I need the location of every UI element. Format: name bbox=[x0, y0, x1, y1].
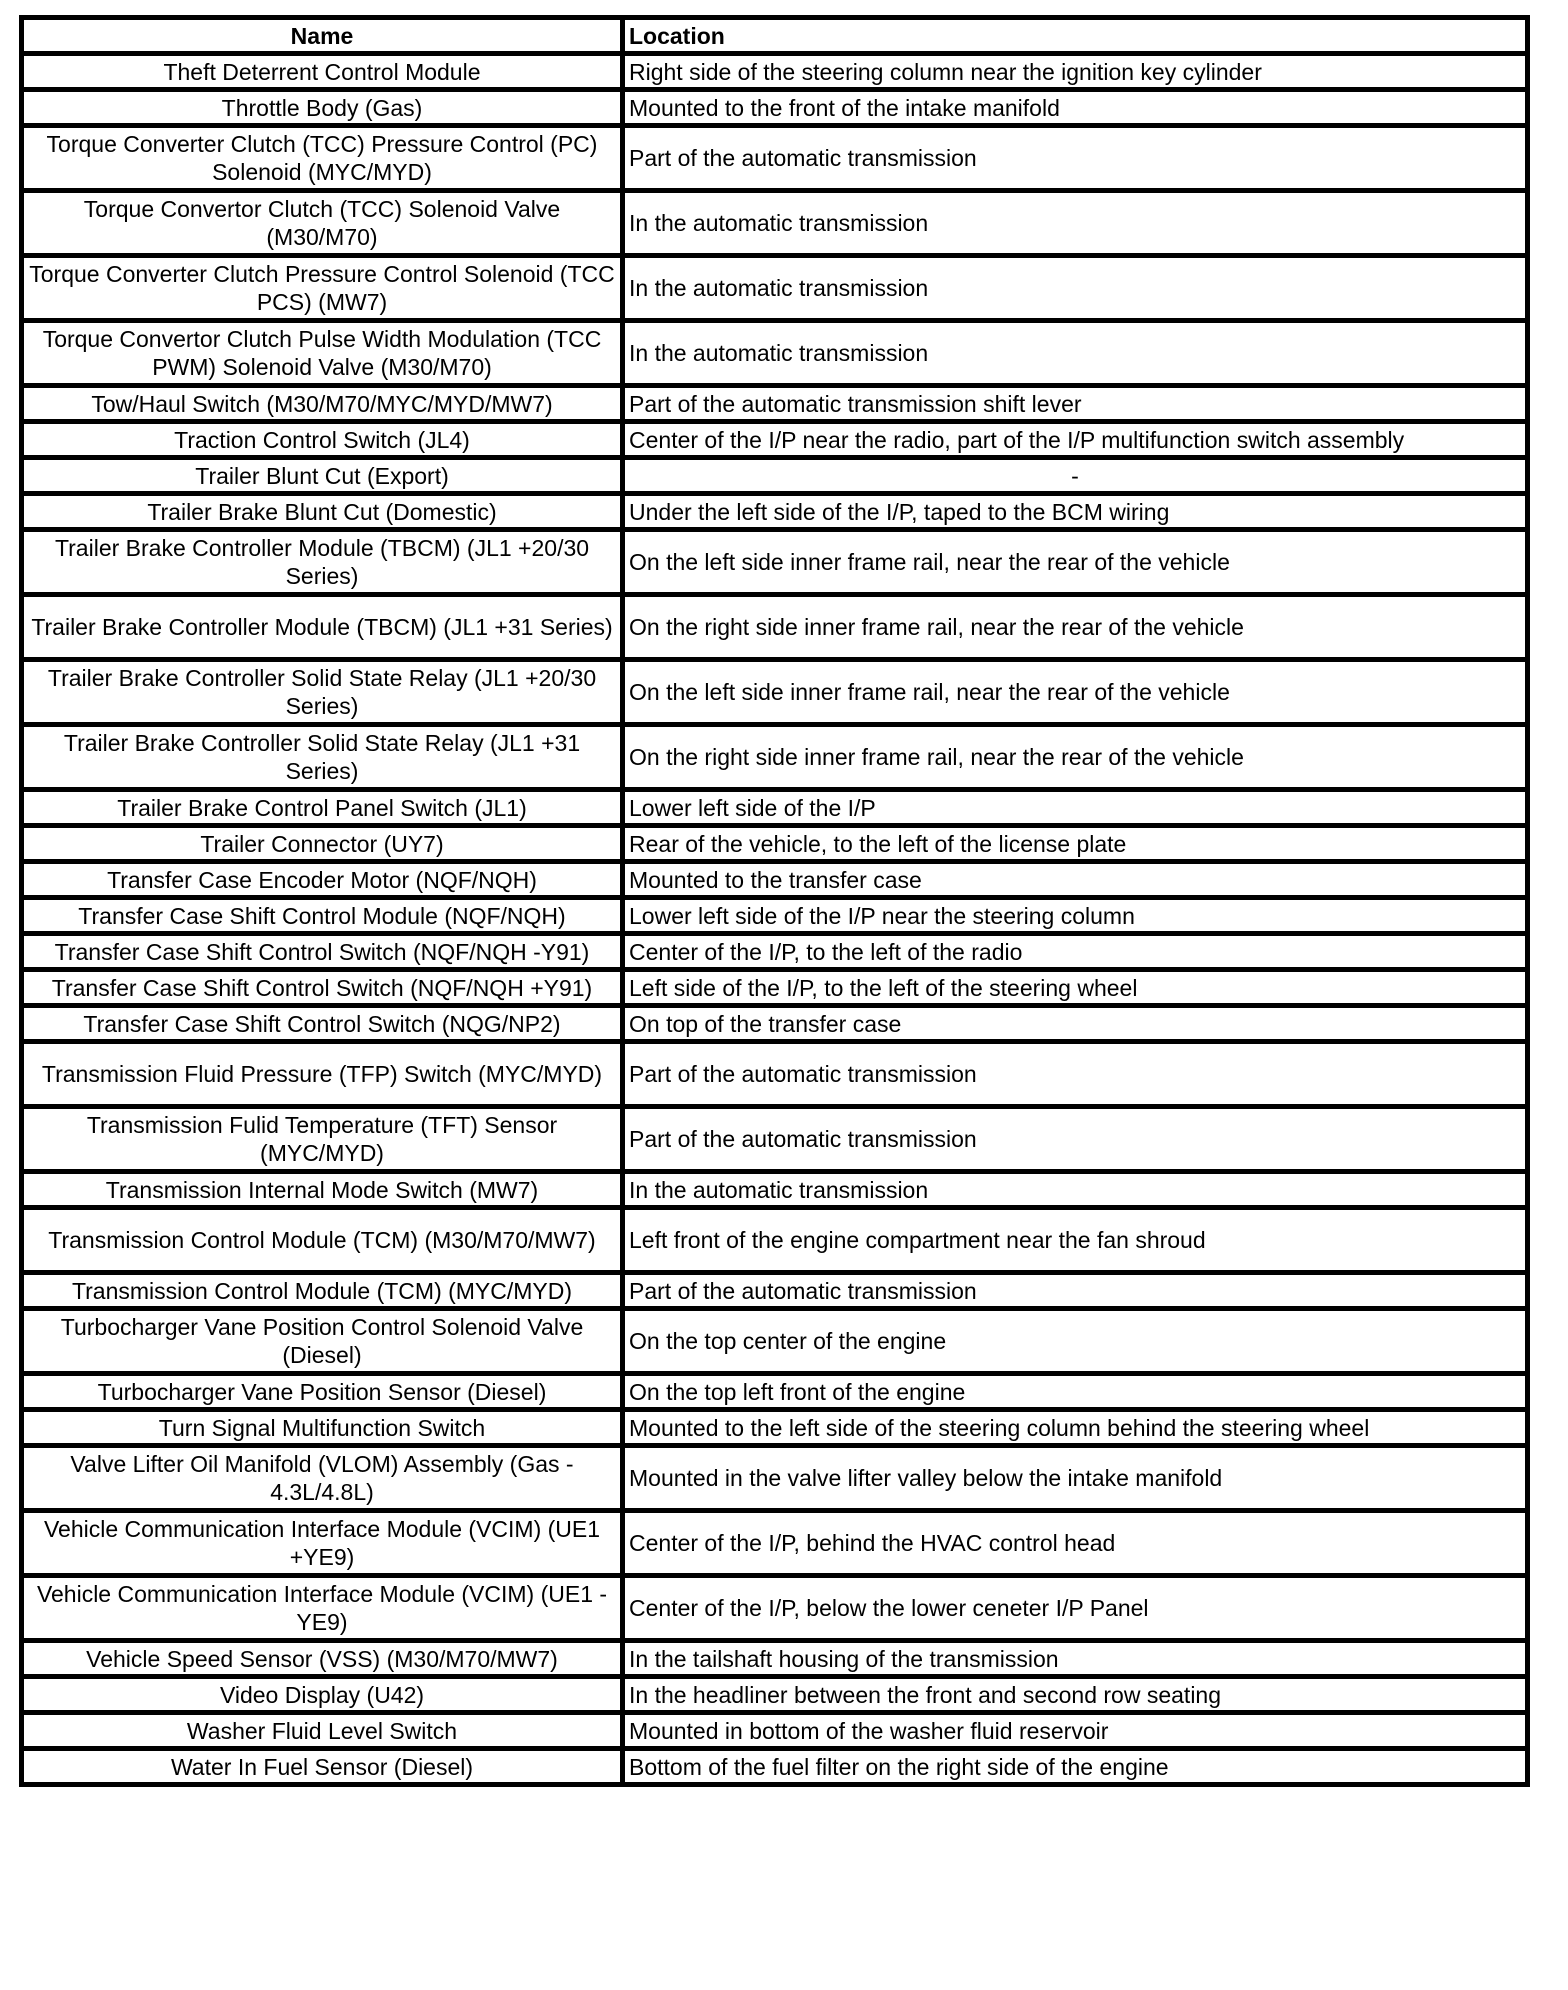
cell-location: In the automatic transmission bbox=[623, 1172, 1528, 1208]
cell-name: Transfer Case Shift Control Switch (NQF/NQH -Y91) bbox=[22, 934, 623, 970]
cell-name: Theft Deterrent Control Module bbox=[22, 54, 623, 90]
cell-location: Mounted in bottom of the washer fluid reservoir bbox=[623, 1713, 1528, 1749]
table-row bbox=[22, 826, 1528, 862]
cell-location: On the left side inner frame rail, near the rear of the vehicle bbox=[623, 660, 1528, 725]
table-row bbox=[22, 1749, 1528, 1785]
table-row bbox=[22, 1208, 1528, 1273]
table-row bbox=[22, 1042, 1528, 1107]
cell-location: In the headliner between the front and second row seating bbox=[623, 1677, 1528, 1713]
cell-location: On the right side inner frame rail, near the rear of the vehicle bbox=[623, 725, 1528, 790]
cell-location: Bottom of the fuel filter on the right side of the engine bbox=[623, 1749, 1528, 1785]
table-row bbox=[22, 90, 1528, 126]
table-row bbox=[22, 458, 1528, 494]
cell-location: On top of the transfer case bbox=[623, 1006, 1528, 1042]
cell-name: Water In Fuel Sensor (Diesel) bbox=[22, 1749, 623, 1785]
table-body bbox=[22, 54, 1528, 1785]
cell-location: Rear of the vehicle, to the left of the license plate bbox=[623, 826, 1528, 862]
table-row bbox=[22, 1713, 1528, 1749]
cell-location: On the top left front of the engine bbox=[623, 1374, 1528, 1410]
header-row bbox=[22, 18, 1528, 54]
cell-name: Tow/Haul Switch (M30/M70/MYC/MYD/MW7) bbox=[22, 386, 623, 422]
cell-name: Traction Control Switch (JL4) bbox=[22, 422, 623, 458]
cell-location: Center of the I/P, to the left of the radio bbox=[623, 934, 1528, 970]
cell-location: Part of the automatic transmission bbox=[623, 126, 1528, 191]
cell-name: Trailer Brake Controller Solid State Relay (JL1 +20/30 Series) bbox=[22, 660, 623, 725]
cell-name: Transfer Case Shift Control Switch (NQG/NP2) bbox=[22, 1006, 623, 1042]
table-row bbox=[22, 660, 1528, 725]
cell-name: Torque Convertor Clutch (TCC) Solenoid Valve (M30/M70) bbox=[22, 191, 623, 256]
table-row bbox=[22, 1107, 1528, 1172]
cell-location: Part of the automatic transmission bbox=[623, 1042, 1528, 1107]
cell-name: Transmission Internal Mode Switch (MW7) bbox=[22, 1172, 623, 1208]
table-row bbox=[22, 494, 1528, 530]
cell-location: - bbox=[623, 458, 1528, 494]
cell-location: Mounted to the transfer case bbox=[623, 862, 1528, 898]
table-row bbox=[22, 1511, 1528, 1576]
cell-location: Center of the I/P, behind the HVAC control head bbox=[623, 1511, 1528, 1576]
cell-name: Video Display (U42) bbox=[22, 1677, 623, 1713]
cell-location: In the tailshaft housing of the transmission bbox=[623, 1641, 1528, 1677]
cell-location: Center of the I/P near the radio, part of the I/P multifunction switch assembly bbox=[623, 422, 1528, 458]
cell-location: Part of the automatic transmission bbox=[623, 1107, 1528, 1172]
cell-location: Part of the automatic transmission shift lever bbox=[623, 386, 1528, 422]
cell-name: Washer Fluid Level Switch bbox=[22, 1713, 623, 1749]
cell-name: Trailer Brake Controller Module (TBCM) (JL1 +31 Series) bbox=[22, 595, 623, 660]
table-row bbox=[22, 1410, 1528, 1446]
cell-name: Trailer Connector (UY7) bbox=[22, 826, 623, 862]
table-row bbox=[22, 1273, 1528, 1309]
cell-name: Vehicle Communication Interface Module (VCIM) (UE1 +YE9) bbox=[22, 1511, 623, 1576]
cell-name: Transfer Case Shift Control Switch (NQF/NQH +Y91) bbox=[22, 970, 623, 1006]
table-row bbox=[22, 1309, 1528, 1374]
cell-location: Left front of the engine compartment near the fan shroud bbox=[623, 1208, 1528, 1273]
cell-name: Trailer Brake Controller Solid State Relay (JL1 +31 Series) bbox=[22, 725, 623, 790]
cell-location: Under the left side of the I/P, taped to the BCM wiring bbox=[623, 494, 1528, 530]
table-row bbox=[22, 1641, 1528, 1677]
cell-location: In the automatic transmission bbox=[623, 191, 1528, 256]
cell-name: Throttle Body (Gas) bbox=[22, 90, 623, 126]
cell-name: Trailer Brake Controller Module (TBCM) (JL1 +20/30 Series) bbox=[22, 530, 623, 595]
table-row bbox=[22, 862, 1528, 898]
table-row bbox=[22, 725, 1528, 790]
cell-location: In the automatic transmission bbox=[623, 256, 1528, 321]
table-row bbox=[22, 530, 1528, 595]
table-row bbox=[22, 422, 1528, 458]
column-header-location: Location bbox=[623, 18, 1528, 54]
cell-name: Transfer Case Encoder Motor (NQF/NQH) bbox=[22, 862, 623, 898]
cell-location: Part of the automatic transmission bbox=[623, 1273, 1528, 1309]
table-row bbox=[22, 256, 1528, 321]
table-row bbox=[22, 934, 1528, 970]
column-header-name: Name bbox=[22, 18, 623, 54]
cell-location: Lower left side of the I/P near the steering column bbox=[623, 898, 1528, 934]
cell-name: Vehicle Communication Interface Module (VCIM) (UE1 -YE9) bbox=[22, 1576, 623, 1641]
cell-name: Transmission Fluid Pressure (TFP) Switch (MYC/MYD) bbox=[22, 1042, 623, 1107]
table-row bbox=[22, 1006, 1528, 1042]
table-row bbox=[22, 1446, 1528, 1511]
table-row bbox=[22, 191, 1528, 256]
cell-location: Mounted in the valve lifter valley below the intake manifold bbox=[623, 1446, 1528, 1511]
cell-name: Transmission Control Module (TCM) (MYC/MYD) bbox=[22, 1273, 623, 1309]
table-row bbox=[22, 1576, 1528, 1641]
cell-location: On the right side inner frame rail, near the rear of the vehicle bbox=[623, 595, 1528, 660]
table-row bbox=[22, 386, 1528, 422]
cell-name: Transmission Control Module (TCM) (M30/M70/MW7) bbox=[22, 1208, 623, 1273]
cell-location: Right side of the steering column near the ignition key cylinder bbox=[623, 54, 1528, 90]
cell-location: Mounted to the left side of the steering column behind the steering wheel bbox=[623, 1410, 1528, 1446]
cell-name: Turbocharger Vane Position Sensor (Diesel) bbox=[22, 1374, 623, 1410]
cell-location: Lower left side of the I/P bbox=[623, 790, 1528, 826]
table-row bbox=[22, 1374, 1528, 1410]
table-row bbox=[22, 54, 1528, 90]
cell-location: On the top center of the engine bbox=[623, 1309, 1528, 1374]
cell-name: Torque Convertor Clutch Pulse Width Modulation (TCC PWM) Solenoid Valve (M30/M70) bbox=[22, 321, 623, 386]
table-row bbox=[22, 970, 1528, 1006]
cell-name: Torque Converter Clutch (TCC) Pressure Control (PC) Solenoid (MYC/MYD) bbox=[22, 126, 623, 191]
cell-name: Trailer Blunt Cut (Export) bbox=[22, 458, 623, 494]
cell-name: Transfer Case Shift Control Module (NQF/NQH) bbox=[22, 898, 623, 934]
table-row bbox=[22, 1677, 1528, 1713]
cell-name: Transmission Fulid Temperature (TFT) Sensor (MYC/MYD) bbox=[22, 1107, 623, 1172]
cell-location: Center of the I/P, below the lower ceneter I/P Panel bbox=[623, 1576, 1528, 1641]
cell-location: Mounted to the front of the intake manifold bbox=[623, 90, 1528, 126]
table-row bbox=[22, 790, 1528, 826]
table-row bbox=[22, 1172, 1528, 1208]
cell-name: Torque Converter Clutch Pressure Control Solenoid (TCC PCS) (MW7) bbox=[22, 256, 623, 321]
table-row bbox=[22, 321, 1528, 386]
cell-name: Trailer Brake Blunt Cut (Domestic) bbox=[22, 494, 623, 530]
cell-name: Valve Lifter Oil Manifold (VLOM) Assembly (Gas - 4.3L/4.8L) bbox=[22, 1446, 623, 1511]
cell-name: Vehicle Speed Sensor (VSS) (M30/M70/MW7) bbox=[22, 1641, 623, 1677]
cell-location: On the left side inner frame rail, near the rear of the vehicle bbox=[623, 530, 1528, 595]
cell-location: Left side of the I/P, to the left of the steering wheel bbox=[623, 970, 1528, 1006]
table-row bbox=[22, 126, 1528, 191]
cell-name: Turn Signal Multifunction Switch bbox=[22, 1410, 623, 1446]
component-location-table bbox=[19, 15, 1530, 1787]
cell-location: In the automatic transmission bbox=[623, 321, 1528, 386]
table-row bbox=[22, 898, 1528, 934]
table-row bbox=[22, 595, 1528, 660]
cell-name: Turbocharger Vane Position Control Solenoid Valve (Diesel) bbox=[22, 1309, 623, 1374]
cell-name: Trailer Brake Control Panel Switch (JL1) bbox=[22, 790, 623, 826]
